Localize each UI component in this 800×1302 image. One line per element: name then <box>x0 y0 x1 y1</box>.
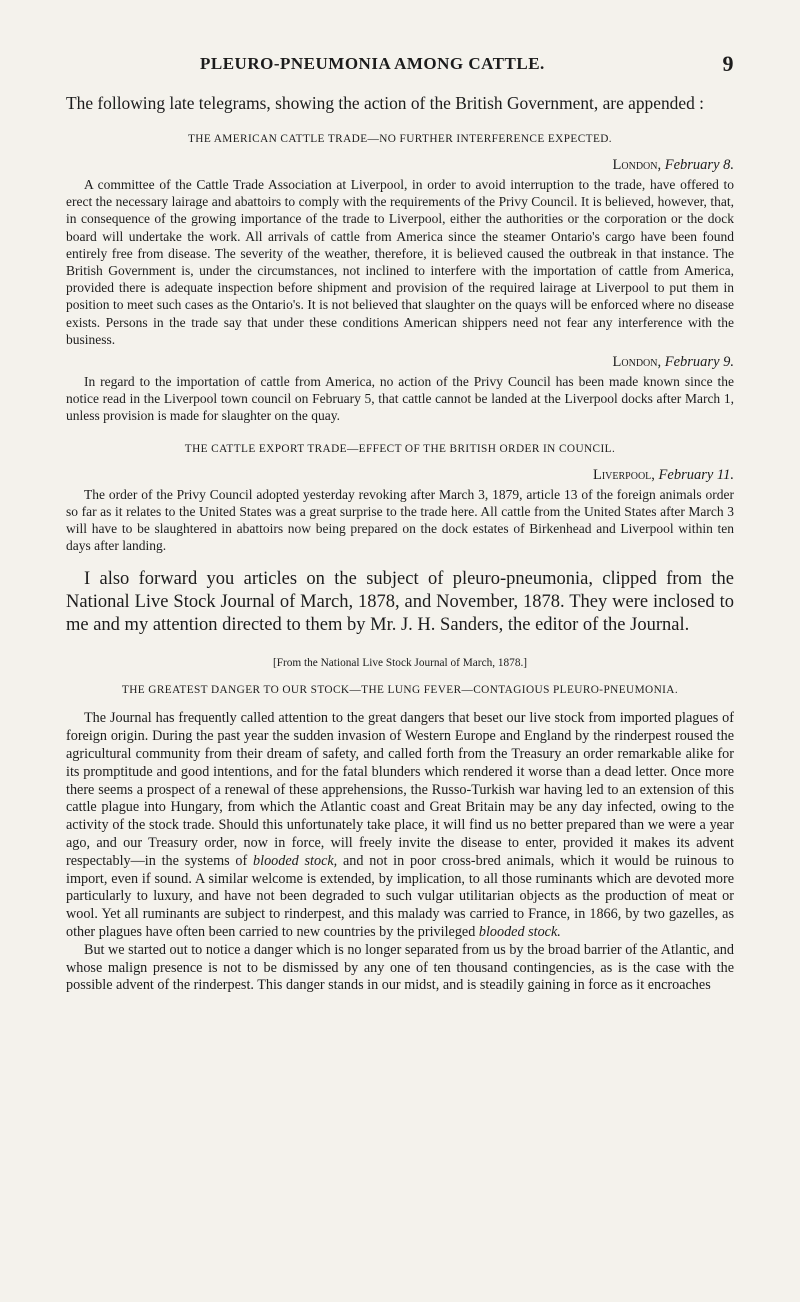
dateline-date: February 11. <box>658 466 734 483</box>
source-note: [From the National Live Stock Journal of March, 1878.] <box>272 657 528 670</box>
forwarding-paragraph: I also forward you articles on the subject of pleuro-pneumonia, clipped from the National Live Stock Journal of March, 1878, and November, 1878. They were inclosed to me and my attention directed to them by Mr. J. H. Sanders, the editor of the Journal. <box>66 569 734 636</box>
running-head-title: PLEURO-PNEUMONIA AMONG CATTLE. <box>200 54 545 73</box>
emphasis-text: blooded stock, <box>253 852 338 869</box>
telegram-paragraph-3: The order of the Privy Council adopted yesterday revoking after March 3, 1879, article 13 of the foreign animals order so far as it relates to the United States was a great surprise to the trade here. All cattle from the United States after March 3 will have to be slaughtered in abattoirs now being prepared on the dock estates of Birkenhead and Liverpool within ten days after landing. <box>66 486 734 554</box>
telegram-paragraph-1: A committee of the Cattle Trade Association at Liverpool, in order to avoid interruption to the trade, have offered to erect the necessary lairage and abattoirs to comply with the requirements of the Privy Council. It is believed, however, that, in consequence of the growing importance of the trade to Liverpool, either the authorities or the corporation or the dock board will undertake the work. All arrivals of cattle from America since the steamer Ontario's cargo have been found entirely free from disease. The severity of the weather, therefore, it is believed caused the outbreak in that instance. The British Government is, under the circumstances, not inclined to interfere with the importation of cattle from America, provided there is adequate inspection before shipment and provision of the required lairage at Liverpool to put them in position to meet such cases as the Ontario's. It is not believed that slaughter on the quays will be enforced where no disease exists. Persons in the trade say that under these conditions American shippers need not fear any interference with the business. <box>66 177 734 347</box>
article-text: The Journal has frequently called attention to the great dangers that beset our live stock from imported plagues of foreign origin. During the past year the sudden invasion of Western Europe and England by the rinderpest roused the agricultural community from their dream of safety, and called forth from the Treasury an order remarkable alike for its promptitude and good intentions, and for the fatal blunders which rendered it worse than a dead letter. Once more there seems a prospect of a renewal of these apprehensions, the Russo-Turkish war having led to an extension of this cattle plague into Hungary, from which the Atlantic coast and Great Britain may be any day infected, owing to the activity of the stock trade. Should this unfortunately take place, it will find us no better prepared than we were a year ago, and our Treasury order, now in force, will freely invite the disease to enter, provided it makes its advent respectably—in the systems of <box>66 710 734 869</box>
dateline-place: Liverpool, <box>592 466 655 483</box>
section-heading-2: THE CATTLE EXPORT TRADE—EFFECT OF THE BRITISH ORDER IN COUNCIL. <box>184 442 616 455</box>
dateline-date: February 9. <box>664 354 734 371</box>
article-heading: THE GREATEST DANGER TO OUR STOCK—THE LUNG FEVER—CONTAGIOUS PLEURO-PNEUMONIA. <box>121 684 679 697</box>
dateline-2 <box>66 354 734 371</box>
section-heading-1: THE AMERICAN CATTLE TRADE—NO FURTHER INTERFERENCE EXPECTED. <box>187 133 613 145</box>
intro-paragraph: The following late telegrams, showing the action of the British Government, are appended : <box>66 93 704 113</box>
page-number: 9 <box>722 51 734 76</box>
dateline-3 <box>66 467 734 484</box>
dateline-place: London, <box>612 157 662 173</box>
emphasis-text: blooded stock. <box>478 924 561 941</box>
article-paragraph-2: But we started out to notice a danger which is no longer separated from us by the broad barrier of the Atlantic, and whose malign presence is not to be dismissed by any one of ten thousand contingencies, as is the case with the possible advent of the rinderpest. This danger stands in our midst, and is steadily gaining in force as it encroaches <box>66 941 734 994</box>
article-paragraph-1 <box>66 710 734 941</box>
dateline-date: February 8. <box>664 157 734 173</box>
page-content <box>66 92 734 995</box>
article-text: and not in poor cross-bred animals, which it would be ruinous to import, even if sound. A similar welcome is extended, by implication, to all those ruminants which are devoted more particularly to luxury, and have not been degraded to such vulgar utilitarian objects as the production of meat or wool. Yet all ruminants are subject to rinderpest, and this malady was carried to France, in 1866, by two gazelles, as other plagues have often been carried to new countries by the privileged <box>66 852 735 941</box>
dateline-1 <box>66 157 734 174</box>
telegram-paragraph-2: In regard to the importation of cattle from America, no action of the Privy Council has been made known since the notice read in the Liverpool town council on February 5, that cattle cannot be landed at the Liverpool docks after March 1, unless provision is made for slaughter on the quay. <box>66 374 734 424</box>
dateline-place: London, <box>612 354 662 371</box>
